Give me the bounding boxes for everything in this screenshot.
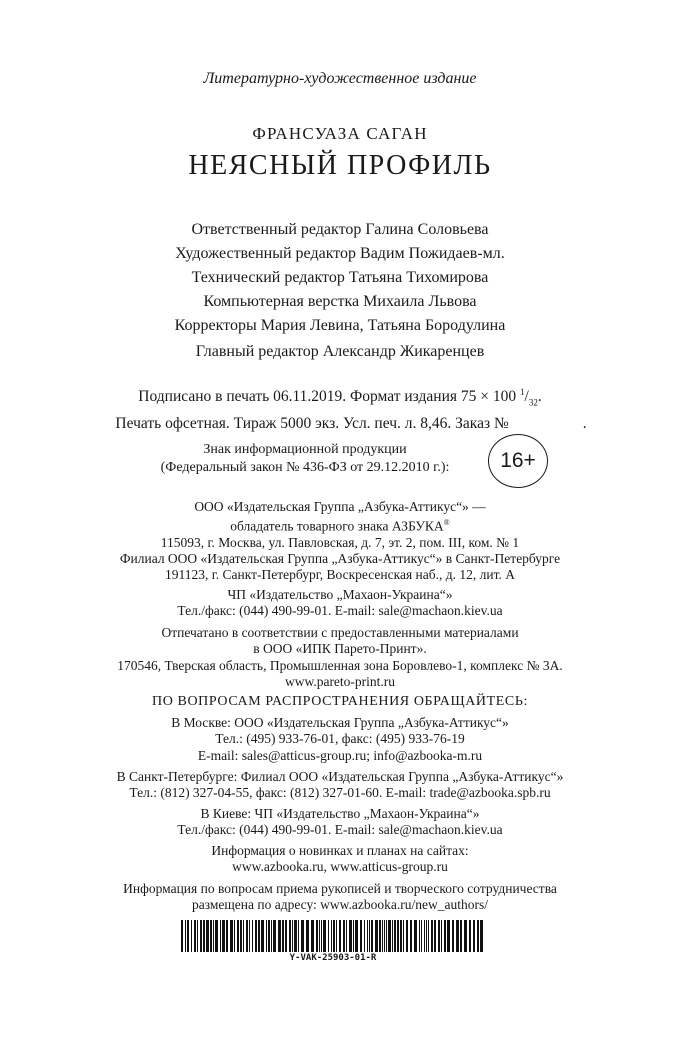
barcode-bar: [353, 920, 354, 952]
genre-label: Литературно-художественное издание: [203, 70, 477, 87]
barcode-bar: [328, 920, 329, 952]
barcode-bar: [222, 920, 225, 952]
barcode-bar: [282, 920, 284, 952]
barcode-bar: [301, 920, 304, 952]
barcode-bar: [316, 920, 318, 952]
printer-line: в ООО «ИПК Парето-Принт».: [253, 641, 427, 657]
print-info-line-2: Печать офсетная. Тираж 5000 экз. Усл. печ. л. 8,46. Заказ № .: [115, 415, 587, 433]
barcode-bar: [273, 920, 276, 952]
moscow-block: [0, 715, 680, 764]
barcode-bar: [243, 920, 244, 952]
chief-editor: Главный редактор Александр Жикаренцев: [195, 343, 485, 360]
publisher-address: 115093, г. Москва, ул. Павловская, д. 7, эт. 2, пом. III, ком. № 1: [160, 535, 520, 551]
barcode-bar: [431, 920, 433, 952]
barcode-bar: [460, 920, 462, 952]
print-info: [0, 382, 680, 434]
barcode-bar: [386, 920, 387, 952]
barcode-bar: [428, 920, 429, 952]
barcode-bar: [434, 920, 436, 952]
ukraine-contacts: Тел./факс: (044) 490-99-01. E-mail: sale@machaon.kiev.ua: [177, 603, 503, 619]
ukraine-block: [0, 587, 680, 620]
barcode-bar: [414, 920, 417, 952]
barcode-bar: [206, 920, 209, 952]
format-numerator: 1: [520, 387, 525, 397]
barcode-bar: [321, 920, 322, 952]
manuscripts-line: Информация по вопросам приема рукописей и творческого сотрудничества: [123, 881, 557, 896]
barcode-bar: [289, 920, 291, 952]
barcode-bar: [477, 920, 479, 952]
barcode-bar: [331, 920, 332, 952]
barcode-bar: [343, 920, 345, 952]
barcode-bar: [271, 920, 272, 952]
print-info-line-1: Подписано в печать 06.11.2019. Формат издания 75 × 100 $^1/_{32}$.: [138, 387, 542, 408]
barcode-bar: [185, 920, 186, 952]
barcode-bar: [298, 920, 299, 952]
barcode-bar: [384, 920, 385, 952]
barcode-bar: [480, 920, 483, 952]
barcode-bar: [403, 920, 404, 952]
age-rating-badge: 16+: [488, 434, 548, 488]
barcode-bar: [339, 920, 341, 952]
barcode-text: Y-VAK-25903-01-R: [289, 953, 377, 963]
barcode-bar: [438, 920, 440, 952]
info-sign-text: [130, 441, 480, 477]
barcode-bar: [444, 920, 446, 952]
print-signed-text: Подписано в печать 06.11.2019. Формат издания 75 × 100: [138, 388, 520, 406]
barcode-bar: [187, 920, 189, 952]
barcode-bar: [367, 920, 368, 952]
barcode-bar: [392, 920, 393, 952]
registered-mark: ®: [443, 518, 450, 528]
barcode-bar: [371, 920, 373, 952]
barcode-bar: [382, 920, 383, 952]
barcode-bar: [246, 920, 248, 952]
print-run-text: Печать офсетная. Тираж 5000 экз. Усл. печ. л. 8,46. Заказ №: [115, 415, 509, 433]
barcode-bar: [410, 920, 412, 952]
barcode-bar: [452, 920, 454, 952]
barcode-bar: [364, 920, 365, 952]
kiev-line: В Киеве: ЧП «Издательство „Махаон-Украина“»: [200, 806, 480, 821]
manuscripts-url: размещена по адресу: www.azbooka.ru/new_authors/: [191, 897, 489, 913]
barcode-bar: [360, 920, 362, 952]
barcode-bar: [447, 920, 450, 952]
trademark-text: обладатель товарного знака АЗБУКА: [230, 518, 444, 534]
barcode-bar: [237, 920, 239, 952]
moscow-emails: E-mail: sales@atticus-group.ru; info@azbooka-m.ru: [197, 747, 483, 763]
barcode-bar: [400, 920, 402, 952]
publisher-line: ООО «Издательская Группа „Азбука-Аттикус“» —: [194, 499, 486, 514]
barcode-bar: [469, 920, 471, 952]
kiev-contacts: Тел./факс: (044) 490-99-01. E-mail: sale@machaon.kiev.ua: [177, 822, 503, 838]
barcode-bar: [294, 920, 297, 952]
sites-line: Информация о новинках и планах на сайтах:: [211, 843, 469, 858]
moscow-phones: Тел.: (495) 933-76-01, факс: (495) 933-76-19: [215, 731, 465, 747]
barcode: [180, 920, 486, 952]
manuscripts-block: [0, 881, 680, 914]
barcode-bar: [306, 920, 309, 952]
kiev-block: [0, 806, 680, 839]
barcode-bar: [369, 920, 370, 952]
barcode-bar: [200, 920, 202, 952]
barcode-bar: [261, 920, 264, 952]
barcode-bar: [379, 920, 381, 952]
editorial-staff: [0, 218, 680, 338]
barcode-bar: [441, 920, 442, 952]
publisher-trademark-line: [0, 515, 680, 535]
spb-branch-address: 191123, г. Санкт-Петербург, Воскресенская наб., д. 12, лит. А: [165, 567, 515, 583]
spb-branch-block: [0, 551, 680, 584]
barcode-bar: [336, 920, 337, 952]
barcode-bar: [278, 920, 281, 952]
barcode-bar: [424, 920, 425, 952]
barcode-bar: [355, 920, 358, 952]
barcode-bar: [213, 920, 214, 952]
barcode-bar: [215, 920, 218, 952]
barcode-bar: [255, 920, 257, 952]
barcode-bar: [230, 920, 233, 952]
staff-line: Корректоры Мария Левина, Татьяна Бородулина: [174, 317, 506, 334]
barcode-bar: [375, 920, 378, 952]
barcode-bar: [426, 920, 427, 952]
printer-block: [0, 625, 680, 691]
barcode-bar: [464, 920, 467, 952]
distribution-heading: ПО ВОПРОСАМ РАСПРОСТРАНЕНИЯ ОБРАЩАЙТЕСЬ:: [152, 694, 528, 709]
barcode-bar: [406, 920, 408, 952]
printer-website: www.pareto-print.ru: [284, 674, 396, 690]
barcode-bar: [456, 920, 459, 952]
staff-line: Компьютерная верстка Михаила Львова: [203, 293, 477, 310]
info-sign-line: Знак информационной продукции: [203, 442, 407, 457]
spb-branch-line: Филиал ООО «Издательская Группа „Азбука-Аттикус“» в Санкт-Петербурге: [119, 551, 561, 566]
barcode-bar: [473, 920, 475, 952]
barcode-bar: [421, 920, 422, 952]
ukraine-publisher: ЧП «Издательство „Махаон-Украина“»: [227, 587, 453, 602]
barcode-bar: [226, 920, 228, 952]
staff-line: Ответственный редактор Галина Соловьева: [191, 221, 489, 238]
info-sign-line: (Федеральный закон № 436-ФЗ от 29.12.2010 г.):: [160, 460, 450, 475]
barcode-bar: [191, 920, 192, 952]
printer-line: Отпечатано в соответствии с предоставленными материалами: [161, 625, 519, 640]
barcode-bar: [220, 920, 221, 952]
spb-phones: Тел.: (812) 327-04-55, факс: (812) 327-01-60. E-mail: trade@azbooka.spb.ru: [129, 785, 551, 801]
barcode-bar: [333, 920, 335, 952]
barcode-bar: [266, 920, 267, 952]
barcode-bar: [394, 920, 396, 952]
barcode-bar: [349, 920, 352, 952]
barcode-bar: [194, 920, 196, 952]
barcode-bar: [249, 920, 250, 952]
author-name: ФРАНСУАЗА САГАН: [252, 124, 428, 143]
sites-urls: www.azbooka.ru, www.atticus-group.ru: [232, 859, 448, 875]
barcode-bar: [397, 920, 399, 952]
spb-line: В Санкт-Петербурге: Филиал ООО «Издательская Группа „Азбука-Аттикус“»: [116, 769, 564, 784]
barcode-bar: [319, 920, 320, 952]
barcode-bar: [268, 920, 270, 952]
barcode-bar: [323, 920, 326, 952]
barcode-bar: [240, 920, 242, 952]
format-denominator: 32: [528, 397, 538, 408]
barcode-bar: [252, 920, 253, 952]
sites-block: [0, 843, 680, 876]
barcode-bar: [292, 920, 293, 952]
printer-address: 170546, Тверская область, Промышленная зона Боровлево-1, комплекс № 3А.: [117, 657, 563, 673]
barcode-bar: [197, 920, 198, 952]
barcode-bar: [346, 920, 347, 952]
barcode-bar: [388, 920, 391, 952]
staff-line: Художественный редактор Вадим Пожидаев-мл.: [175, 245, 505, 262]
book-title: НЕЯСНЫЙ ПРОФИЛЬ: [188, 150, 492, 181]
moscow-line: В Москве: ООО «Издательская Группа „Азбука-Аттикус“»: [171, 715, 509, 730]
barcode-bar: [419, 920, 420, 952]
barcode-bar: [203, 920, 205, 952]
spb-block: [0, 769, 680, 802]
barcode-bar: [181, 920, 183, 952]
barcode-bar: [258, 920, 260, 952]
staff-line: Технический редактор Татьяна Тихомирова: [191, 269, 489, 286]
barcode-bar: [311, 920, 314, 952]
barcode-bar: [234, 920, 235, 952]
barcode-bar: [285, 920, 287, 952]
barcode-bar: [210, 920, 212, 952]
publisher-block: [0, 499, 680, 552]
